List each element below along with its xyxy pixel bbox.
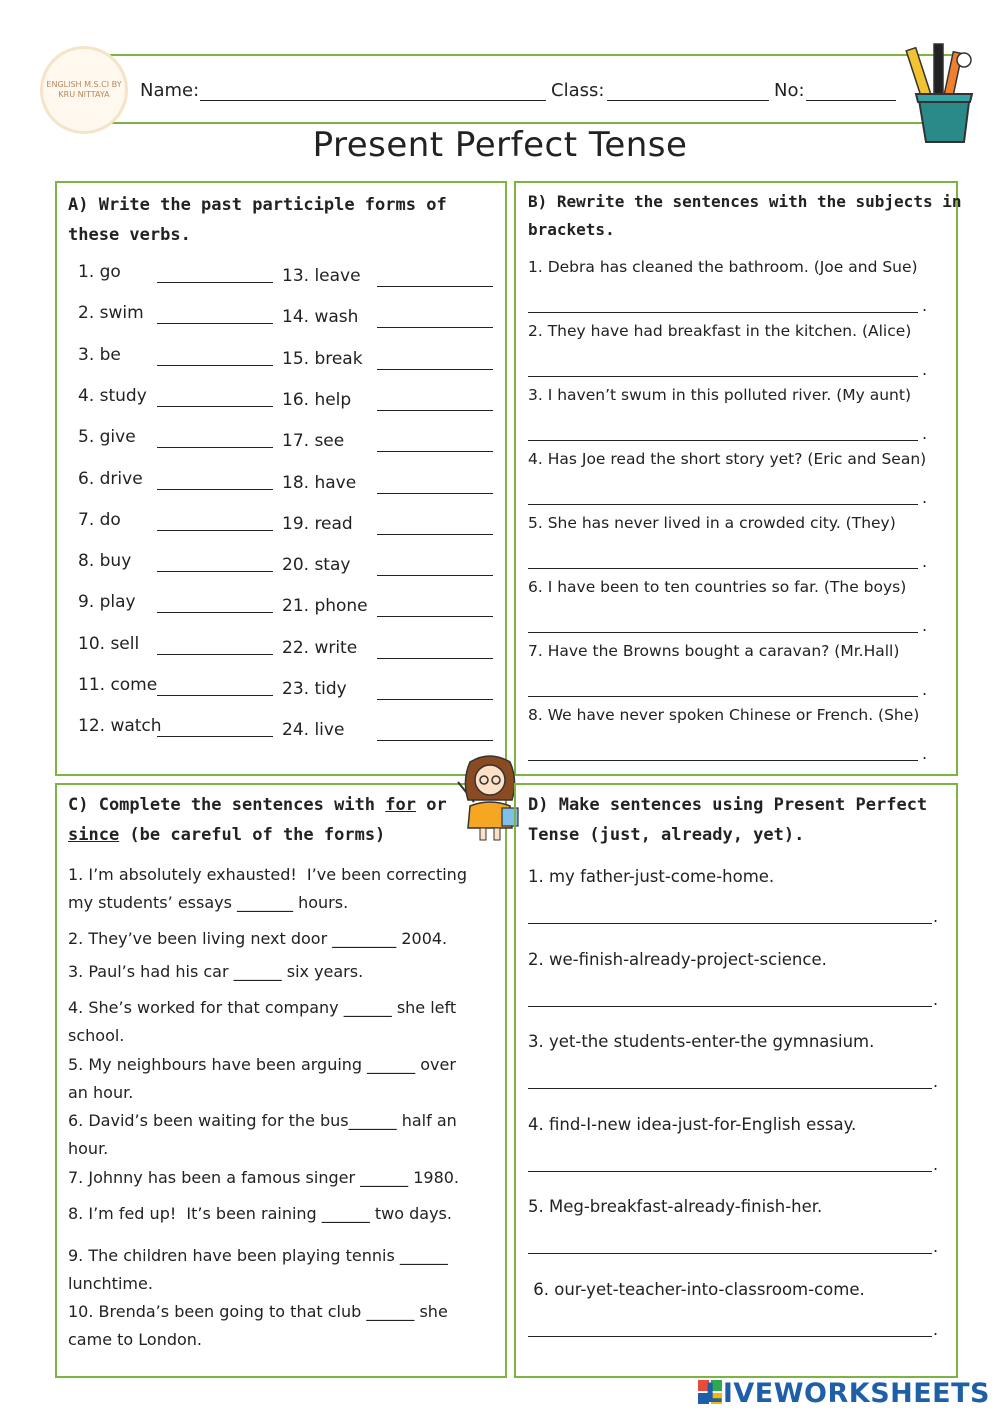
verb-label: 20. stay: [282, 555, 351, 576]
name-blank[interactable]: [200, 100, 546, 101]
line-period: .: [933, 907, 939, 926]
verb-label: 23. tidy: [282, 679, 347, 699]
answer-blank[interactable]: [157, 530, 273, 531]
section-a-heading-line1: A) Write the past participle forms of: [68, 195, 447, 215]
answer-blank[interactable]: [157, 736, 273, 737]
class-label: Class:: [551, 80, 605, 101]
verb-label: 7. do: [78, 509, 121, 530]
answer-line[interactable]: [528, 696, 918, 697]
verb-label: 17. see: [282, 431, 345, 452]
line-period: .: [922, 552, 928, 571]
fill-in-sentence: 5. My neighbours have been arguing ______ over: [68, 1055, 456, 1074]
rewrite-item: 6. I have been to ten countries so far. (The boys): [528, 578, 907, 596]
heading-c-pre: C) Complete the sentences with: [68, 795, 386, 815]
section-c-heading-line2: [68, 820, 385, 850]
logo-text: ENGLISH M.S.CI BY KRU NITTAYA: [46, 80, 122, 99]
verb-label: 1. go: [78, 262, 121, 282]
answer-line[interactable]: [528, 440, 918, 441]
make-sentence-prompt: 4. find-I-new idea-just-for-English essay.: [528, 1114, 857, 1134]
make-sentence-prompt: 5. Meg-breakfast-already-finish-her.: [528, 1197, 823, 1216]
answer-blank[interactable]: [157, 571, 273, 572]
verb-label: 18. have: [282, 472, 357, 493]
section-d-heading-line1: D) Make sentences using Present Perfect: [528, 795, 928, 815]
verb-label: 19. read: [282, 513, 353, 534]
answer-line[interactable]: [528, 568, 918, 569]
answer-line[interactable]: [528, 760, 918, 761]
fill-in-sentence: lunchtime.: [68, 1274, 153, 1293]
verb-label: 16. help: [282, 389, 352, 410]
fill-in-sentence: came to London.: [68, 1330, 202, 1349]
fill-in-sentence: 8. I’m fed up! It’s been raining ______ two days.: [68, 1204, 452, 1223]
answer-line[interactable]: [528, 923, 932, 924]
rewrite-item: 1. Debra has cleaned the bathroom. (Joe and Sue): [528, 258, 918, 276]
verb-label: 11. come: [78, 675, 158, 695]
verb-label: 15. break: [282, 348, 363, 369]
verb-label: 14. wash: [282, 307, 359, 328]
liveworksheets-brand: LIVEWORKSHEETS: [705, 1378, 990, 1409]
answer-blank[interactable]: [157, 365, 273, 366]
verb-label: 12. watch: [78, 716, 162, 737]
verb-label: 13. leave: [282, 266, 361, 286]
fill-in-sentence: 3. Paul’s had his car ______ six years.: [68, 962, 364, 981]
fill-in-sentence: school.: [68, 1026, 125, 1045]
name-label: Name:: [140, 80, 200, 101]
answer-line[interactable]: [528, 1336, 932, 1337]
answer-line[interactable]: [528, 1088, 932, 1089]
answer-line[interactable]: [528, 1253, 932, 1254]
rewrite-item: 2. They have had breakfast in the kitchen. (Alice): [528, 322, 912, 340]
section-d-heading-line2: Tense (just, already, yet).: [528, 825, 805, 845]
answer-blank[interactable]: [377, 327, 493, 328]
answer-blank[interactable]: [377, 575, 493, 576]
answer-blank[interactable]: [377, 451, 493, 452]
fill-in-sentence: 10. Brenda’s been going to that club ______ she: [68, 1302, 448, 1321]
make-sentence-prompt: 1. my father-just-come-home.: [528, 867, 775, 886]
answer-line[interactable]: [528, 312, 918, 313]
section-b-heading-line1: B) Rewrite the sentences with the subjects in: [528, 192, 962, 211]
verb-label: 21. phone: [282, 596, 368, 617]
fill-in-sentence: my students’ essays _______ hours.: [68, 893, 349, 912]
verb-label: 5. give: [78, 427, 136, 448]
make-sentence-prompt: 6. our-yet-teacher-into-classroom-come.: [528, 1279, 865, 1299]
rewrite-item: 8. We have never spoken Chinese or French. (She): [528, 706, 920, 724]
verb-label: 4. study: [78, 385, 147, 406]
heading-c-for: for: [385, 795, 416, 815]
answer-blank[interactable]: [157, 447, 273, 448]
teacher-logo: [40, 46, 128, 134]
answer-blank[interactable]: [377, 534, 493, 535]
rewrite-item: 7. Have the Browns bought a caravan? (Mr.Hall): [528, 642, 900, 660]
answer-line[interactable]: [528, 376, 918, 377]
heading-c-post: (be careful of the forms): [119, 825, 386, 845]
line-period: .: [933, 1319, 939, 1339]
line-period: .: [933, 989, 939, 1009]
make-sentence-prompt: 2. we-finish-already-project-science.: [528, 949, 827, 969]
answer-line[interactable]: [528, 1171, 932, 1172]
answer-blank[interactable]: [377, 369, 493, 370]
heading-c-or: or: [416, 795, 447, 815]
rewrite-item: 4. Has Joe read the short story yet? (Eric and Sean): [528, 450, 927, 468]
line-period: .: [933, 1072, 939, 1091]
line-period: .: [922, 424, 928, 443]
line-period: .: [933, 1154, 939, 1174]
verb-label: 2. swim: [78, 303, 144, 324]
answer-blank[interactable]: [157, 612, 273, 613]
verb-label: 24. live: [282, 720, 345, 741]
no-blank[interactable]: [806, 100, 896, 101]
answer-blank[interactable]: [157, 489, 273, 490]
header-frame: [110, 54, 952, 124]
answer-line[interactable]: [528, 632, 918, 633]
line-period: .: [922, 616, 928, 635]
answer-blank[interactable]: [157, 406, 273, 407]
rewrite-item: 5. She has never lived in a crowded city. (They): [528, 514, 896, 532]
answer-blank[interactable]: [377, 658, 493, 659]
fill-in-sentence: an hour.: [68, 1083, 134, 1102]
verb-label: 9. play: [78, 592, 136, 613]
verb-label: 22. write: [282, 637, 358, 658]
answer-line[interactable]: [528, 1006, 932, 1007]
fill-in-sentence: 4. She’s worked for that company ______ she left: [68, 998, 457, 1017]
line-period: .: [922, 296, 928, 315]
fill-in-sentence: 9. The children have been playing tennis ______: [68, 1246, 448, 1265]
answer-blank[interactable]: [157, 654, 273, 655]
section-a-heading-line2: these verbs.: [68, 225, 191, 245]
fill-in-sentence: 6. David’s been waiting for the bus______ half an: [68, 1111, 457, 1130]
verb-label: 8. buy: [78, 551, 132, 572]
section-b-heading-line2: brackets.: [528, 220, 615, 239]
line-period: .: [922, 680, 928, 699]
line-period: .: [922, 488, 928, 507]
fill-in-sentence: 2. They’ve been living next door ________ 2004.: [68, 929, 448, 948]
make-sentence-prompt: 3. yet-the students-enter-the gymnasium.: [528, 1032, 875, 1051]
heading-c-since: since: [68, 825, 120, 845]
no-label: No:: [774, 80, 805, 101]
answer-blank[interactable]: [377, 286, 493, 287]
answer-blank[interactable]: [377, 699, 493, 700]
section-c-heading-line1: [68, 790, 447, 820]
rewrite-item: 3. I haven’t swum in this polluted river. (My aunt): [528, 386, 911, 404]
answer-blank[interactable]: [157, 282, 273, 283]
answer-blank[interactable]: [377, 493, 493, 494]
answer-blank[interactable]: [377, 410, 493, 411]
answer-blank[interactable]: [377, 616, 493, 617]
answer-blank[interactable]: [377, 740, 493, 741]
answer-line[interactable]: [528, 504, 918, 505]
line-period: .: [922, 744, 928, 763]
line-period: .: [933, 1237, 939, 1256]
page-title: Present Perfect Tense: [312, 125, 688, 165]
fill-in-sentence: 1. I’m absolutely exhausted! I’ve been correcting: [68, 865, 467, 884]
verb-label: 3. be: [78, 344, 121, 365]
fill-in-sentence: 7. Johnny has been a famous singer ______ 1980.: [68, 1168, 460, 1187]
fill-in-sentence: hour.: [68, 1139, 109, 1158]
verb-label: 6. drive: [78, 468, 143, 489]
answer-blank[interactable]: [157, 695, 273, 696]
line-period: .: [922, 360, 928, 379]
class-blank[interactable]: [607, 100, 769, 101]
verb-label: 10. sell: [78, 633, 140, 654]
answer-blank[interactable]: [157, 323, 273, 324]
